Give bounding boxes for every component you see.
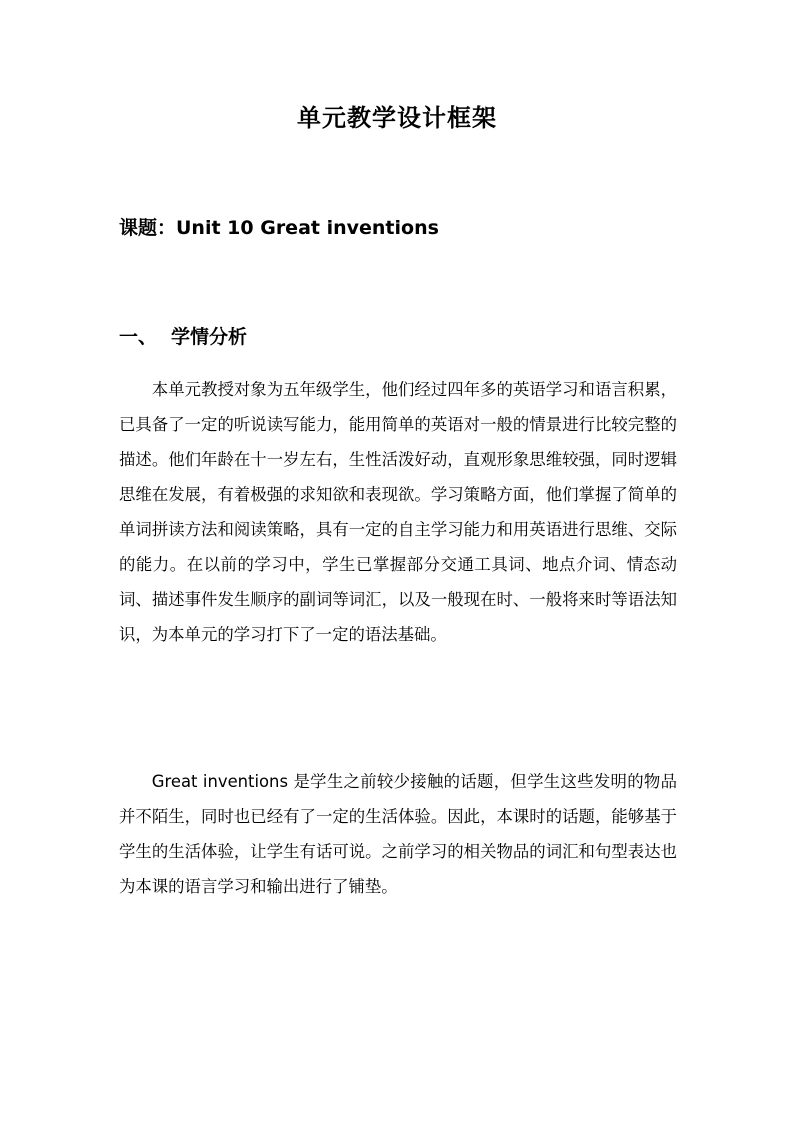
paragraph: Great inventions 是学生之前较少接触的话题，但学生这些发明的物品并不陌生，同时也已经有了一定的生活体验。因此，本课时的话题，能够基于学生的生活体验，让学生有话可说。之前学习的相关物品的词汇和句型表达也为本课的语言学习和输出进行了铺垫。 [119,772,677,896]
section-heading [119,323,247,351]
lesson-subject: 课题：Unit 10 Great inventions [119,217,439,239]
paragraph: 本单元教授对象为五年级学生，他们经过四年多的英语学习和语言积累，已具备了一定的听说读写能力，能用简单的英语对一般的情景进行比较完整的描述。他们年龄在十一岁左右，生性活泼好动，直观形象思维较强，同时逻辑思维在发展，有着极强的求知欲和表现欲。学习策略方面，他们掌握了简单的单词拼读方法和阅读策略，具有一定的自主学习能力和用英语进行思维、交际的能力。在以前的学习中，学生已掌握部分交通工具词、地点介词、情态动词、描述事件发生顺序的副词等词汇，以及一般现在时、一般将来时等语法知识，为本单元的学习打下了一定的语法基础。 [119,380,677,644]
section-number: 一、 [119,326,158,348]
page-title: 单元教学设计框架 [297,104,497,132]
section-heading-text: 学情分析 [171,326,248,348]
